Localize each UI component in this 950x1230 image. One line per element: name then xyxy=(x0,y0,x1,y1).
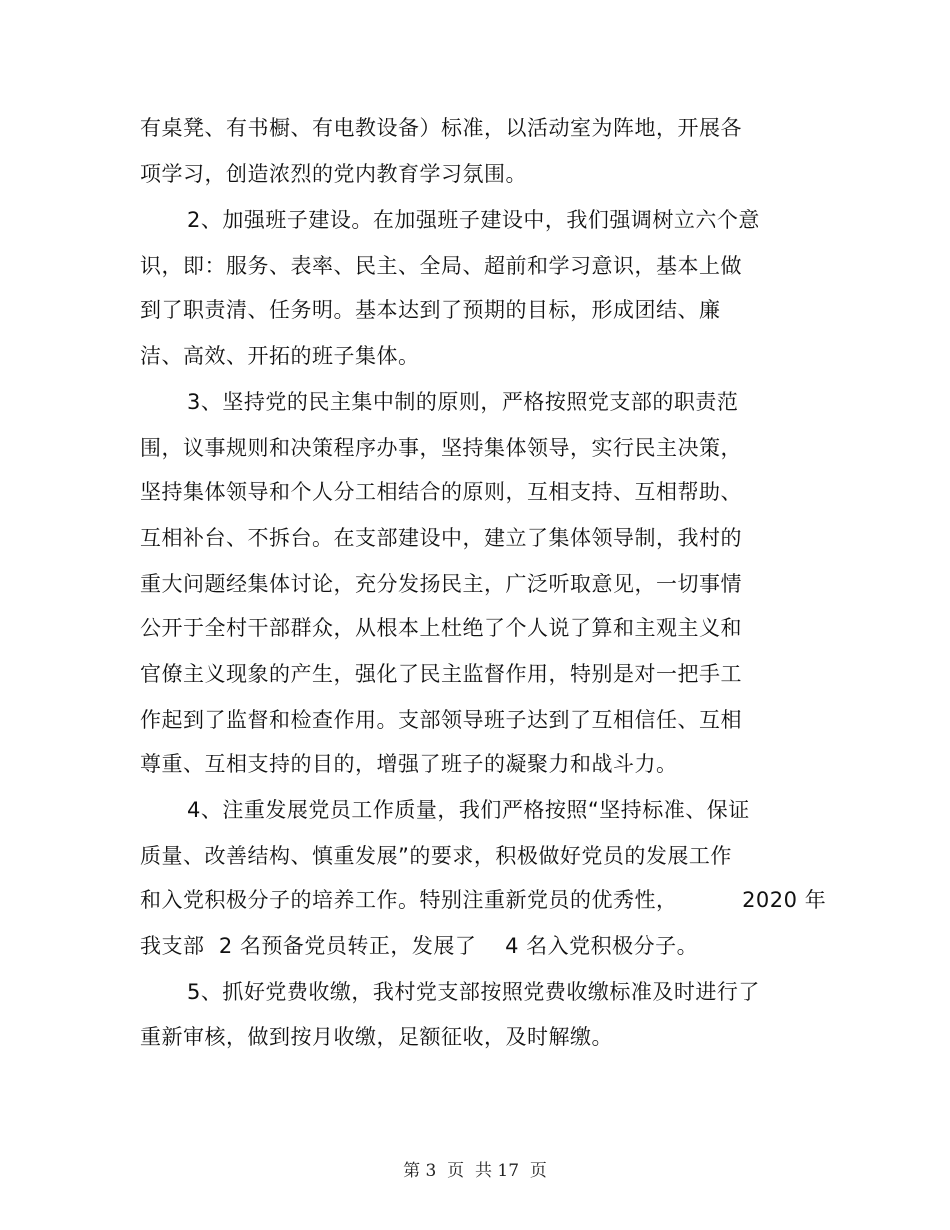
text-line: 洁、高效、开拓的班子集体。 xyxy=(140,344,420,368)
text-line: 重大问题经集体讨论，充分发扬民主，广泛听取意见，一切事情 xyxy=(140,572,742,596)
text-line: 到了职责清、任务明。基本达到了预期的目标，形成团结、廉 xyxy=(140,298,721,322)
text-line: 坚持集体领导和个人分工相结合的原则，互相支持、互相帮助、 xyxy=(140,480,742,504)
text-line: 我支部 2 名预备党员转正，发展了 4 名入党积极分子。 xyxy=(140,934,699,958)
paragraph-3-start: 3、坚持党的民主集中制的原则，严格按照党支部的职责范 xyxy=(187,390,739,414)
text-line: 围，议事规则和决策程序办事，坚持集体领导，实行民主决策， xyxy=(140,436,742,460)
text-line: 识，即：服务、表率、民主、全局、超前和学习意识，基本上做 xyxy=(140,254,742,278)
text-line: 项学习，创造浓烈的党内教育学习氛围。 xyxy=(140,162,527,186)
text-line: 互相补台、不拆台。在支部建设中，建立了集体领导制，我村的 xyxy=(140,526,742,550)
text-line: 有桌凳、有书橱、有电教设备）标准，以活动室为阵地，开展各 xyxy=(140,116,742,140)
text-line: 质量、改善结构、慎重发展”的要求，积极做好党员的发展工作 xyxy=(140,844,732,868)
text-line: 作起到了监督和检查作用。支部领导班子达到了互相信任、互相 xyxy=(140,708,742,732)
text-line: 和入党积极分子的培养工作。特别注重新党员的优秀性， 2020 年 xyxy=(140,888,827,912)
text-line: 公开于全村干部群众，从根本上杜绝了个人说了算和主观主义和 xyxy=(140,616,742,640)
text-line: 官僚主义现象的产生，强化了民主监督作用，特别是对一把手工 xyxy=(140,662,742,686)
paragraph-4-start: 4、注重发展党员工作质量，我们严格按照“坚持标准、保证 xyxy=(187,798,750,822)
text-line: 重新审核，做到按月收缴，足额征收，及时解缴。 xyxy=(140,1025,613,1049)
paragraph-2-start: 2、加强班子建设。在加强班子建设中，我们强调树立六个意 xyxy=(187,208,760,232)
page-number: 第 3 页 共 17 页 xyxy=(403,1161,547,1181)
paragraph-5-start: 5、抓好党费收缴，我村党支部按照党费收缴标准及时进行了 xyxy=(187,980,760,1004)
text-line: 尊重、互相支持的目的，增强了班子的凝聚力和战斗力。 xyxy=(140,752,678,776)
